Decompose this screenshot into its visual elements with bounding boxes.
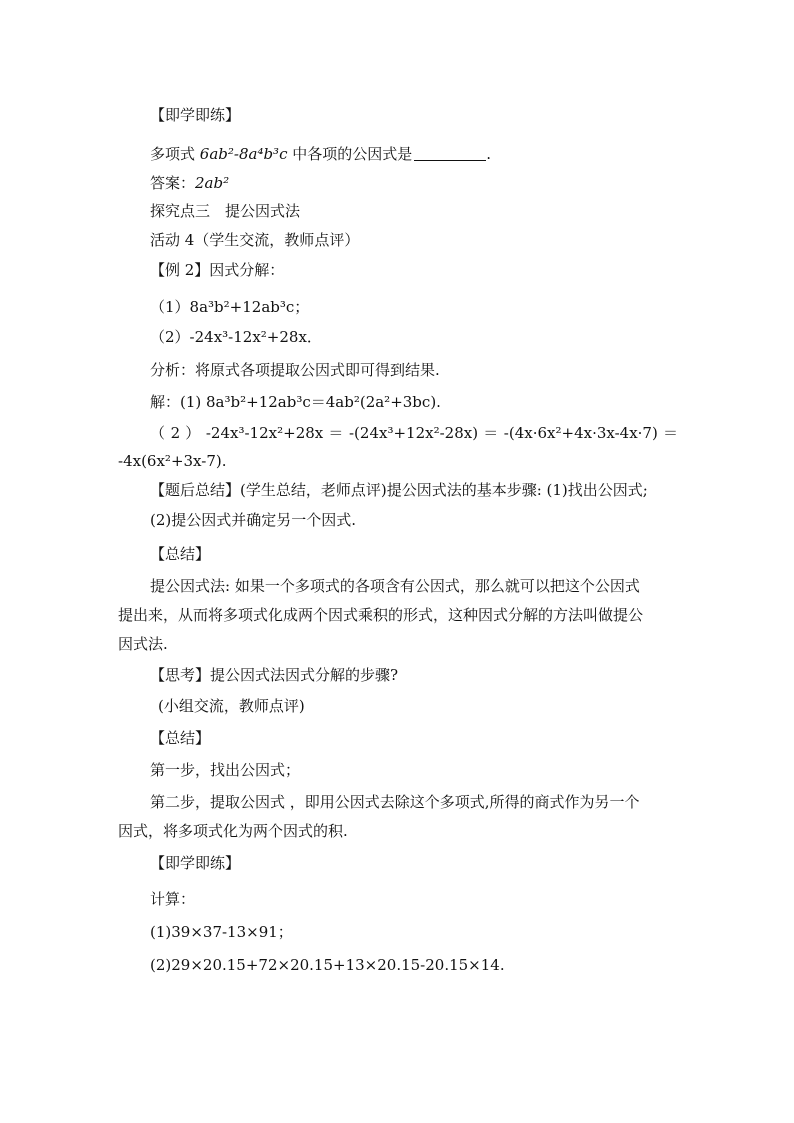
step-two-line-2: 因式，将多项式化为两个因式的积.	[118, 822, 348, 840]
summary-heading: 【总结】	[150, 545, 211, 563]
summary-heading-2: 【总结】	[150, 729, 211, 747]
calc-problem-1: (1)39×37-13×91；	[150, 923, 293, 941]
example-2-part-2: （2）-24x³-12x²+28x．	[150, 328, 322, 346]
definition-line-1: 提公因式法: 如果一个多项式的各项含有公因式，那么就可以把这个公因式	[150, 577, 640, 595]
example-2-title: 【例 2】因式分解：	[150, 261, 285, 279]
solution-part-1: 解：(1) 8a³b²+12ab³c＝4ab²(2a²+3bc).	[150, 393, 441, 411]
calc-title: 计算：	[150, 890, 196, 908]
step-one: 第一步，找出公因式；	[150, 761, 301, 779]
example-2-part-1: （1）8a³b²+12ab³c；	[150, 298, 310, 316]
definition-line-3: 因式法.	[118, 635, 168, 653]
calc-problem-2: (2)29×20.15+72×20.15+13×20.15-20.15×14.	[150, 956, 505, 974]
analysis-text: 分析：将原式各项提取公因式即可得到结果.	[150, 361, 440, 379]
explore-point-title: 探究点三 提公因式法	[150, 202, 301, 220]
question-expression: 6ab²-8a⁴b³c	[199, 145, 288, 163]
summary-steps-line-1: 【题后总结】(学生总结，老师点评)提公因式法的基本步骤: (1)找出公因式;	[150, 481, 648, 499]
section-heading-practice-2: 【即学即练】	[150, 854, 241, 872]
solution-part-2: （ 2 ） -24x³-12x²+28x ＝ -(24x³+12x²-28x) ＝ -(4x·6x²+4x·3x-4x·7) ＝	[150, 424, 678, 442]
summary-steps-line-2: (2)提公因式并确定另一个因式.	[150, 511, 357, 529]
answer-line: 答案：2ab²	[150, 174, 230, 192]
think-question: 【思考】提公因式法因式分解的步骤?	[150, 666, 399, 684]
step-two-line-1: 第二步，提取公因式 ，即用公因式去除这个多项式,所得的商式作为另一个	[150, 793, 640, 811]
answer-blank	[414, 146, 486, 161]
practice-question: 多项式 6ab²-8a⁴b³c 中各项的公因式是 .	[150, 145, 492, 163]
section-heading-practice: 【即学即练】	[150, 106, 241, 124]
activity-title: 活动 4（学生交流，教师点评）	[150, 231, 360, 249]
definition-line-2: 提出来，从而将多项式化成两个因式乘积的形式，这种因式分解的方法叫做提公	[118, 606, 644, 624]
solution-part-2-result: -4x(6x²+3x-7).	[118, 452, 227, 470]
group-note: (小组交流，教师点评)	[158, 697, 305, 715]
